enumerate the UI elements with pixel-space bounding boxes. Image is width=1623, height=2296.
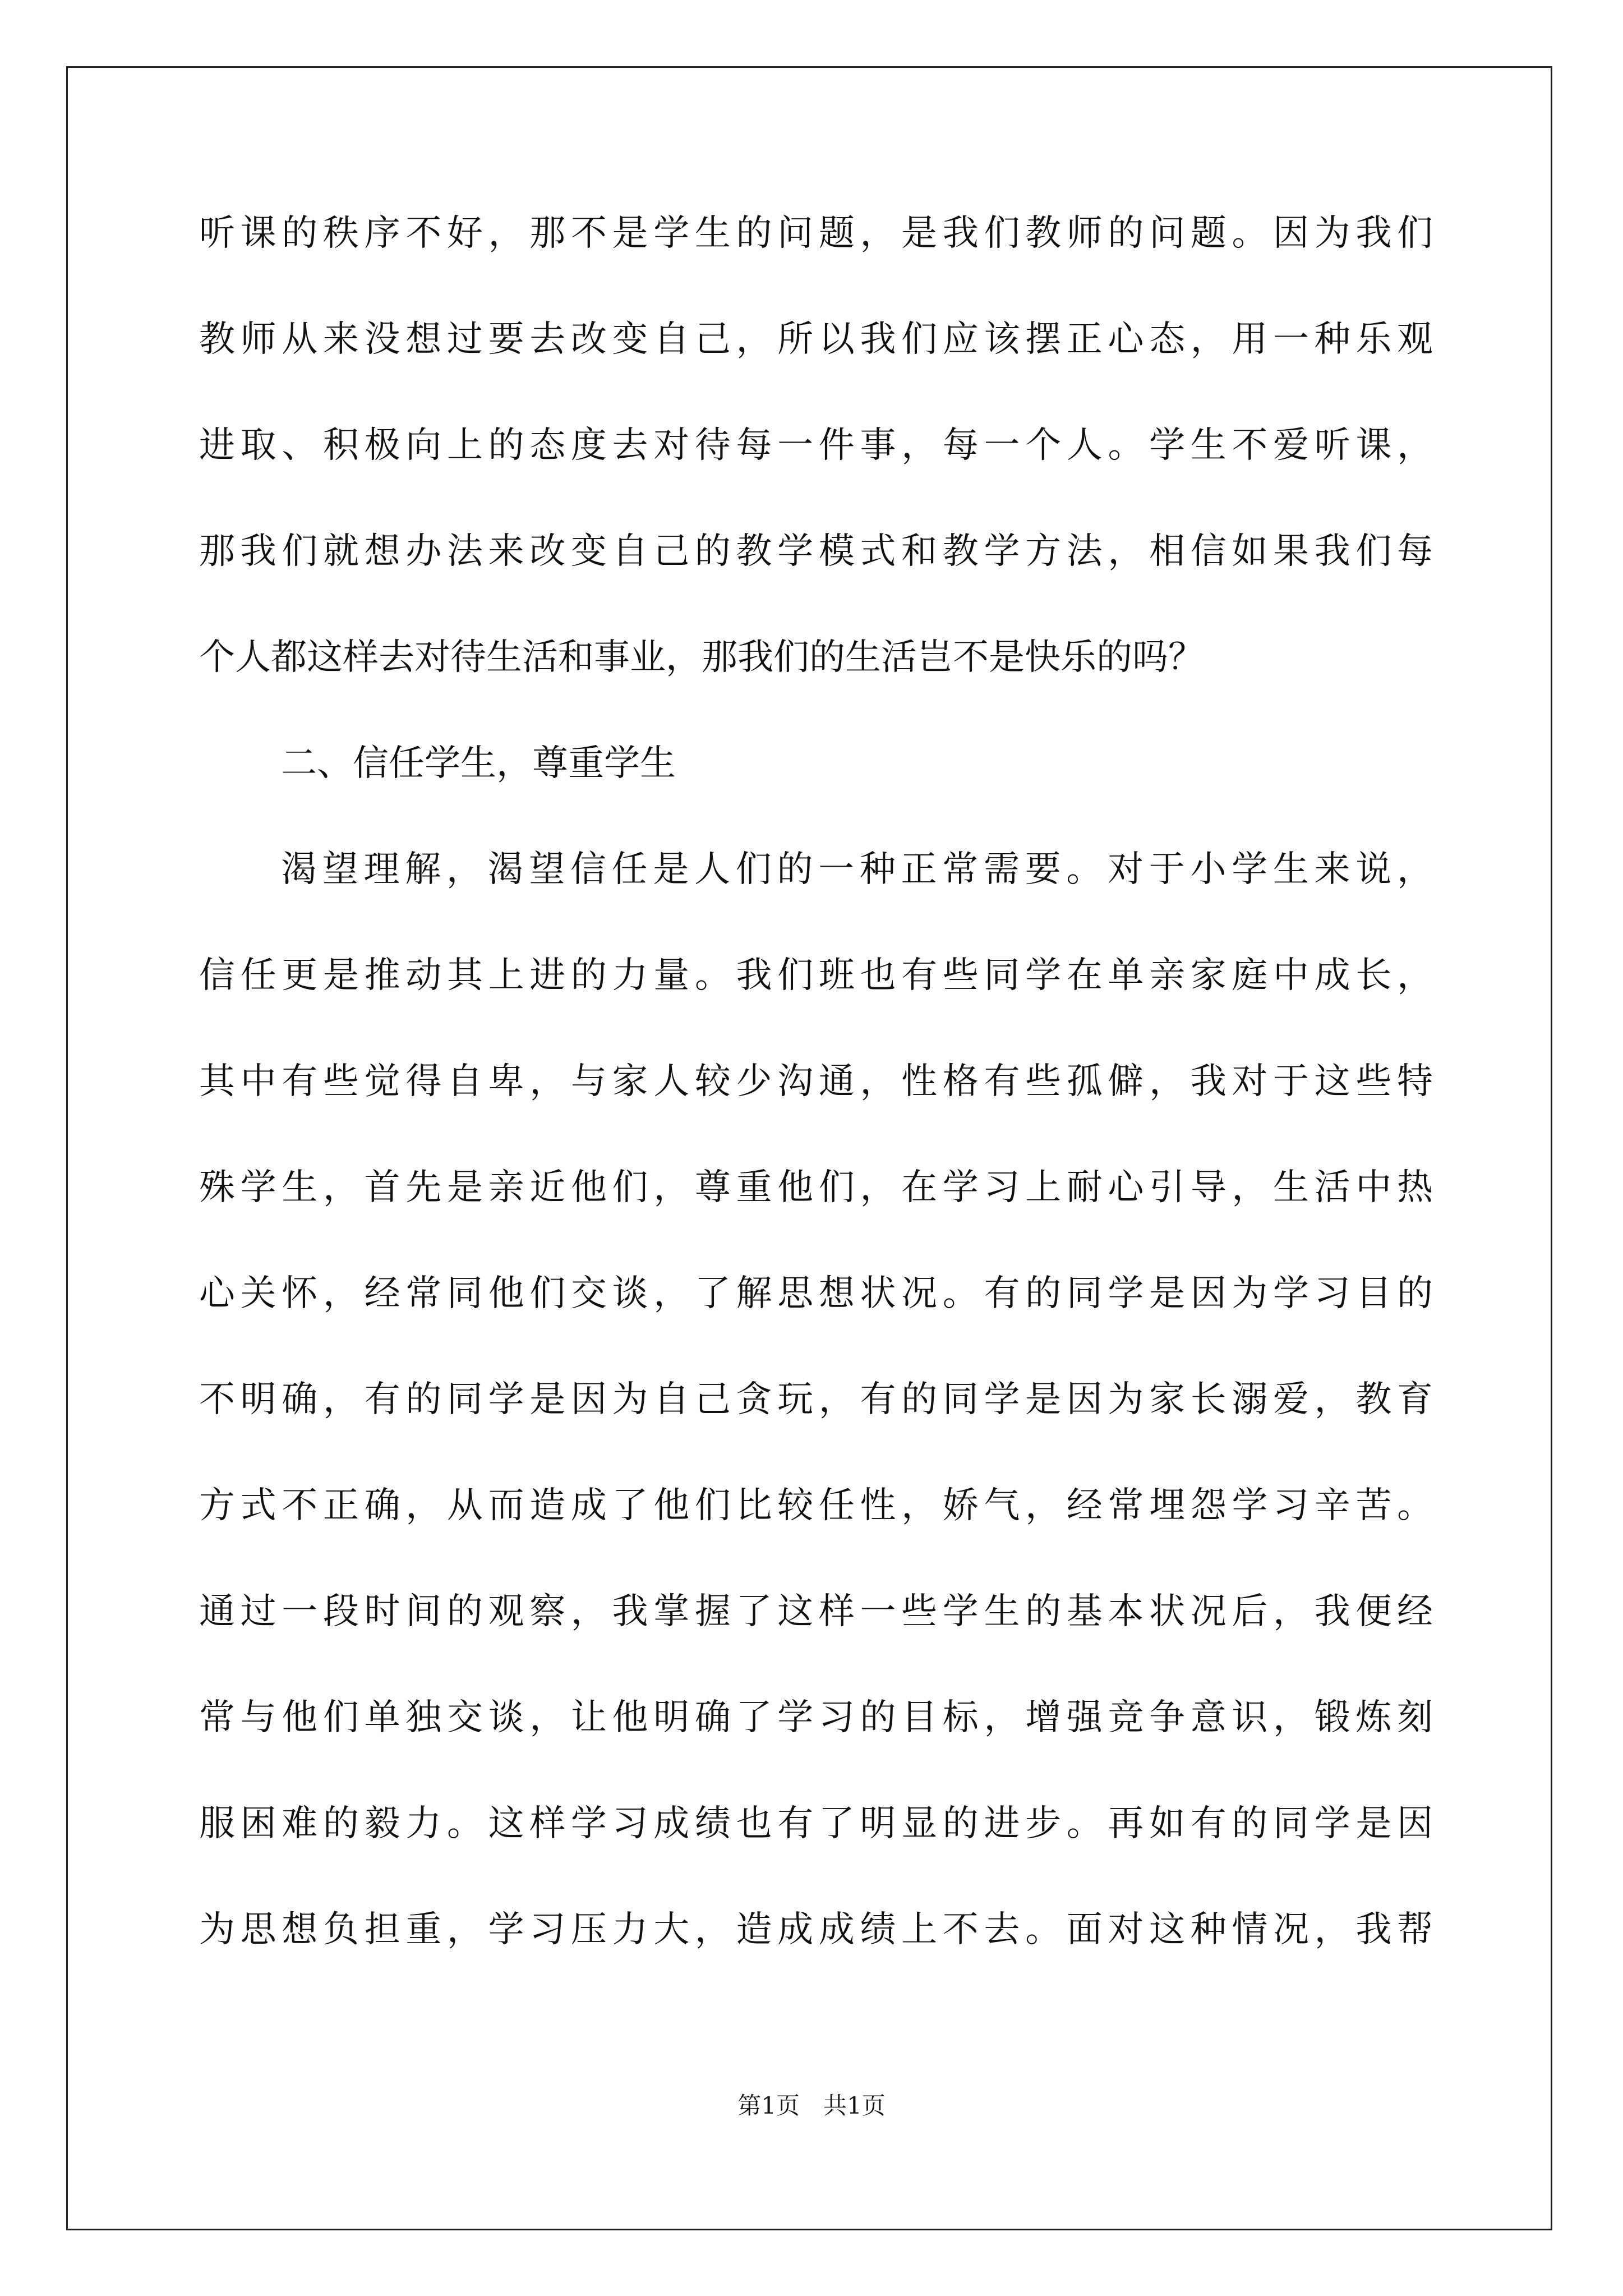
text-line: 教师从来没想过要去改变自己，所以我们应该摆正心态，用一种乐观 (199, 319, 1433, 360)
text-line: 通过一段时间的观察，我掌握了这样一些学生的基本状况后，我便经 (199, 1591, 1433, 1632)
text-line: 进取、积极向上的态度去对待每一件事，每一个人。学生不爱听课， (199, 425, 1433, 466)
text-line: 听课的秩序不好，那不是学生的问题，是我们教师的问题。因为我们 (199, 213, 1433, 254)
text-line: 信任更是推动其上进的力量。我们班也有些同学在单亲家庭中成长， (199, 955, 1433, 996)
text-line: 殊学生，首先是亲近他们，尊重他们，在学习上耐心引导，生活中热 (199, 1167, 1433, 1208)
text-line: 方式不正确，从而造成了他们比较任性，娇气，经常埋怨学习辛苦。 (199, 1485, 1433, 1526)
text-line: 渴望理解，渴望信任是人们的一种正常需要。对于小学生来说， (281, 849, 1433, 890)
text-line: 服困难的毅力。这样学习成绩也有了明显的进步。再如有的同学是因 (199, 1803, 1433, 1844)
page-footer: 第1页 共1页 (737, 2092, 886, 2119)
text-line: 不明确，有的同学是因为自己贪玩，有的同学是因为家长溺爱，教育 (199, 1379, 1433, 1420)
text-line: 其中有些觉得自卑，与家人较少沟通，性格有些孤僻，我对于这些特 (199, 1061, 1433, 1102)
text-line: 心关怀，经常同他们交谈，了解思想状况。有的同学是因为学习目的 (199, 1273, 1433, 1314)
text-line: 个人都这样去对待生活和事业，那我们的生活岂不是快乐的吗？ (199, 637, 1204, 678)
text-line: 常与他们单独交谈，让他明确了学习的目标，增强竞争意识，锻炼刻 (199, 1697, 1433, 1738)
document-body (199, 206, 1433, 2009)
section-heading: 二、信任学生，尊重学生 (281, 743, 676, 784)
text-line: 那我们就想办法来改变自己的教学模式和教学方法，相信如果我们每 (199, 531, 1433, 572)
text-line: 为思想负担重，学习压力大，造成成绩上不去。面对这种情况，我帮 (199, 1909, 1433, 1950)
